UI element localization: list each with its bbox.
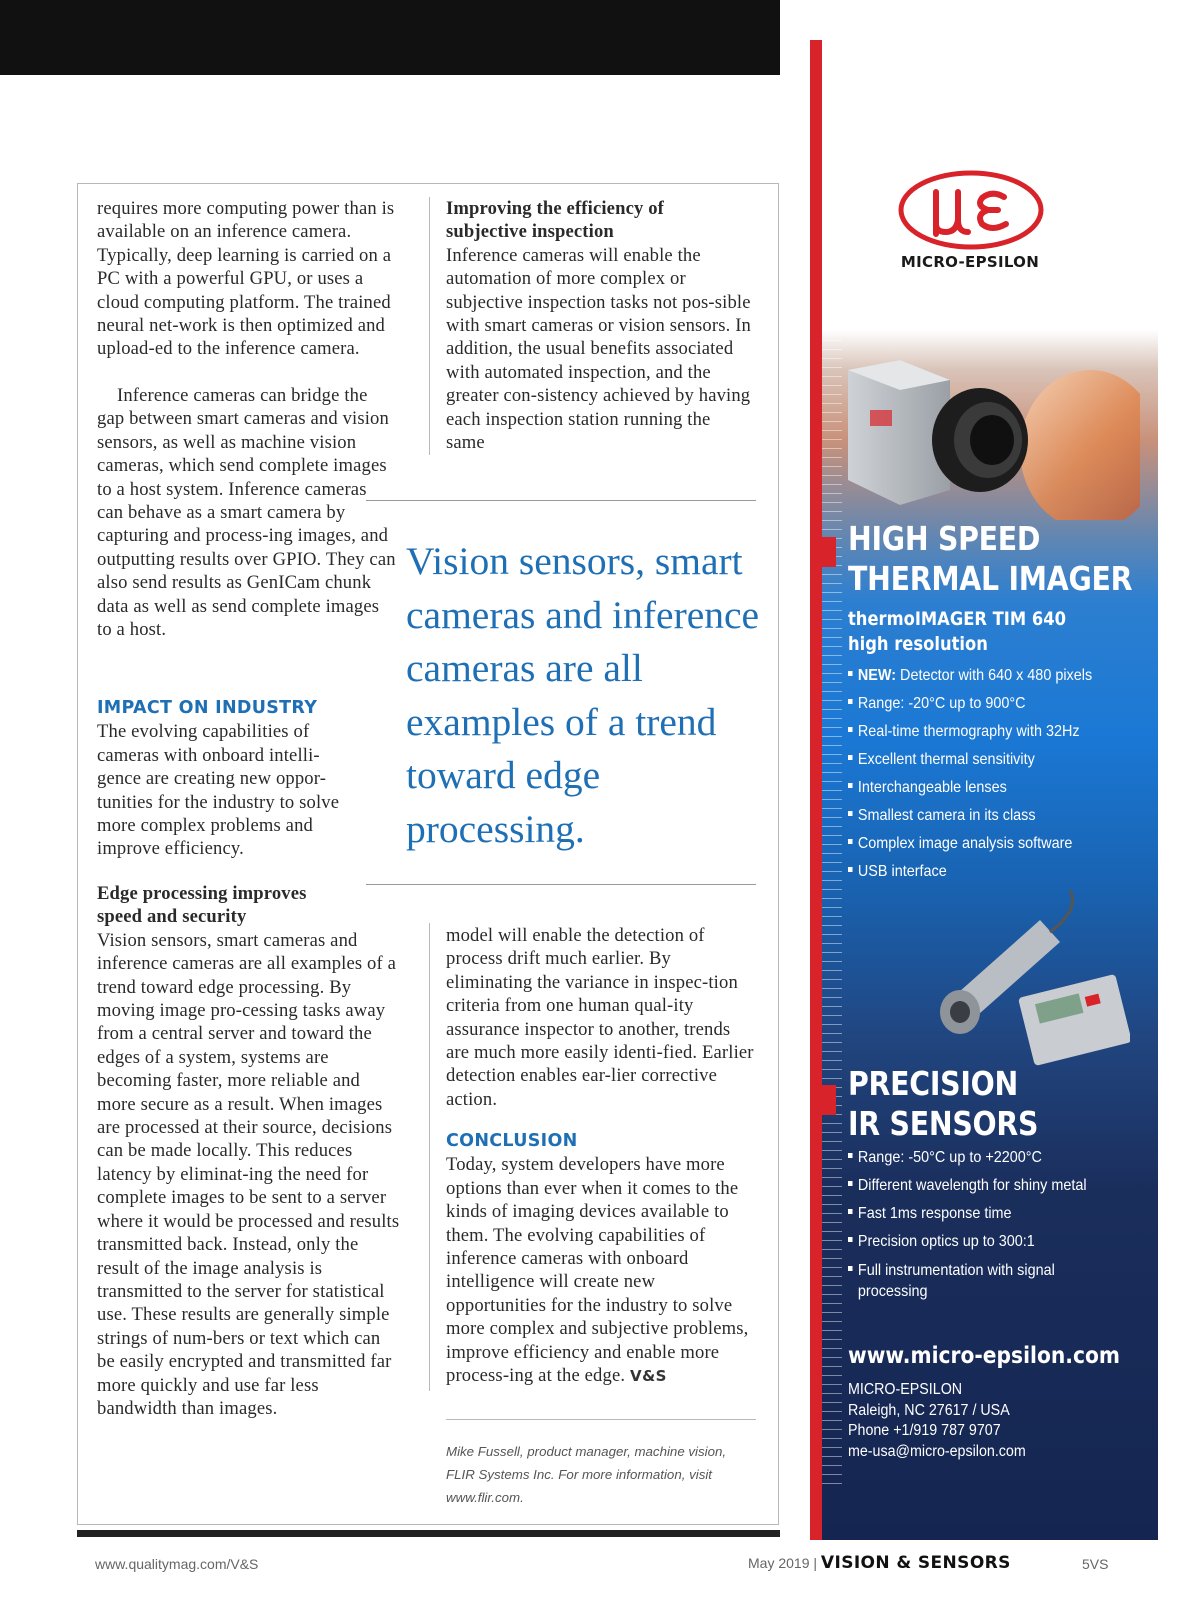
feature-item: [848, 662, 1145, 690]
conclusion-heading: CONCLUSION: [446, 1131, 578, 1151]
footer-page-number: 5VS: [1082, 1556, 1109, 1572]
ad-heading-2a: PRECISION: [848, 1064, 1018, 1103]
column-2-bottom: [446, 924, 756, 1111]
feature-item: [848, 830, 1145, 858]
feature-text: Real-time thermography with 32Hz: [857, 723, 1080, 740]
ir-sensor-image-icon: [930, 880, 1130, 1070]
conclusion-section: [446, 1130, 756, 1388]
footer-issue: [748, 1553, 1011, 1573]
author-credit: Mike Fussell, product manager, machine vision, FLIR Systems Inc. For more information, visit www.flir.com.: [446, 1444, 727, 1505]
article-bottom-bar: [77, 1530, 780, 1537]
feature-item: [848, 746, 1145, 774]
footer-date: May 2019 |: [748, 1555, 818, 1571]
edge-section: [97, 882, 400, 1420]
feature-item: [848, 1172, 1145, 1200]
pullquote-rule-bottom: [366, 884, 756, 885]
ad-contact-block: [848, 1380, 1026, 1462]
contact-company: MICRO-EPSILON: [848, 1381, 963, 1398]
feature-text: Interchangeable lenses: [857, 779, 1007, 796]
edge-text: Vision sensors, smart cameras and inference cameras are all examples of a trend toward edge processing. By moving image pro-cessing tasks away from a central server and toward the edges of a system, systems are becoming faster, more reliable and more secure as a result. When images are processed at their source, decisions can be made locally. This reduces latency by eliminat-ing the need for complete images to be sent to a server where it would be processed and results transmitted back. Instead, only the result of the image analysis is transmitted to the server for statistical use. These results are generally simple strings of num-bers or text which can be easily encrypted and transmitted far more quickly and use far less bandwidth than images.: [97, 929, 400, 1419]
conclusion-text: [446, 1153, 756, 1388]
feature-text: Detector with 640 x 480 pixels: [900, 667, 1093, 684]
feature-text: Smallest camera in its class: [857, 807, 1036, 824]
footer-url[interactable]: www.qualitymag.com/V&S: [95, 1556, 259, 1572]
column-1-continuation: [97, 384, 397, 641]
paragraph: Inference cameras can bridge the gap between smart cameras and vision sensors, as well as machine vision cameras, which send complete images to a host system. Inference cameras can behave as a smart camera by capturing and process-ing images, and outputting results over GPIO. They can also send results as GenICam chunk data as well as send complete images to a host.: [97, 385, 396, 641]
feature-text: Different wavelength for shiny metal: [857, 1177, 1087, 1194]
micro-epsilon-logo-icon: [896, 170, 1046, 250]
impact-text: The evolving capabilities of cameras with onboard intelli-gence are creating new oppor-tunities for the industry to solve more complex problems and improve efficiency.: [97, 721, 340, 860]
ad-website-link[interactable]: www.micro-epsilon.com: [848, 1343, 1120, 1369]
paragraph: requires more computing power than is available on an inference camera. Typically, deep learning is carried on a PC with a powerful GPU, or uses a cloud computing platform. The trained neural net-work is then optimized and upload-ed to the inference camera.: [97, 198, 395, 360]
feature-text: Full instrumentation with signal processing: [857, 1262, 1055, 1300]
contact-address: Raleigh, NC 27617 / USA: [848, 1401, 1010, 1419]
efficiency-section: [446, 197, 754, 454]
contact-phone: Phone +1/919 787 9707: [848, 1422, 1001, 1439]
feature-text: Range: -20°C up to 900°C: [857, 695, 1026, 712]
ad-red-tab: [822, 1085, 836, 1115]
ad-heading-2b: IR SENSORS: [848, 1104, 1039, 1143]
feature-item: [848, 1228, 1145, 1256]
impact-heading: IMPACT ON INDUSTRY: [97, 698, 318, 718]
thermal-camera-image-icon: [840, 340, 1140, 520]
feature-item: [848, 1144, 1145, 1172]
feature-text: Complex image analysis software: [857, 835, 1073, 852]
top-black-bar: [0, 0, 780, 75]
feature-text: Excellent thermal sensitivity: [857, 751, 1035, 768]
feature-text: Precision optics up to 300:1: [857, 1233, 1035, 1250]
paragraph: model will enable the detection of process drift much earlier. By eliminating the variance in inspec-tion criteria from one human qual-ity assurance inspector to another, trends are much more easily identi-fied. Earlier detection enables ear-lier corrective action.: [446, 925, 754, 1110]
ad-heading-1b: THERMAL IMAGER: [848, 559, 1133, 598]
pull-quote: Vision sensors, smart cameras and inference cameras are all examples of a trend toward edge processing.: [406, 539, 760, 851]
feature-text: Fast 1ms response time: [857, 1205, 1012, 1222]
feature-item: [848, 802, 1145, 830]
ad-heading-1a: HIGH SPEED: [848, 519, 1041, 558]
ad-red-bar: [810, 40, 822, 1540]
footer-magazine: VISION & SENSORS: [820, 1553, 1011, 1573]
logo-wordmark: MICRO-EPSILON: [900, 253, 1040, 271]
ad-subheading-1a: thermoIMAGER TIM 640: [848, 608, 1066, 630]
new-label: NEW:: [857, 667, 897, 684]
pullquote-rule-top: [366, 500, 756, 501]
credit-rule: [446, 1419, 756, 1420]
efficiency-text: Inference cameras will enable the automation of more complex or subjective inspection tasks not pos-sible with smart cameras or vision sensors. In addition, the usual benefits associated with automated inspection, and the greater con-sistency achieved by having each inspection station running the same: [446, 244, 751, 454]
feature-item: [848, 774, 1145, 802]
feature-item: [848, 1256, 1055, 1300]
feature-item: [848, 1200, 1145, 1228]
end-mark: V&S: [629, 1367, 667, 1386]
feature-item: [848, 690, 1145, 718]
advertisement[interactable]: [810, 40, 1158, 1540]
feature-text: Range: -50°C up to +2200°C: [857, 1149, 1042, 1166]
conclusion-body: Today, system developers have more options than ever when it comes to the kinds of imaging devices available to them. The evolving capabilities of inference cameras with onboard intelligence will create new opportunities for the industry to solve more complex and subjective problems, improve efficiency and enable more process-ing at the edge.: [446, 1154, 749, 1387]
edge-subheading: Edge processing improves speed and security: [97, 883, 307, 928]
ir-sensor-features: [848, 1144, 1145, 1300]
temperature-readout: ↑ 60,13°: [1090, 322, 1127, 333]
impact-section: [97, 697, 355, 861]
ad-red-tab: [822, 537, 836, 567]
feature-item: [848, 718, 1145, 746]
efficiency-subheading: Improving the efficiency of subjective inspection: [446, 198, 665, 243]
column-divider-top: [429, 197, 430, 455]
ad-ruler-ticks: [822, 340, 842, 1490]
thermal-imager-features: [848, 662, 1145, 886]
contact-email[interactable]: me-usa@micro-epsilon.com: [848, 1442, 1026, 1460]
feature-text: USB interface: [857, 863, 947, 880]
ad-subheading-1b: high resolution: [848, 633, 988, 655]
column-divider-bottom: [429, 923, 430, 1391]
column-1-top: [97, 197, 397, 361]
